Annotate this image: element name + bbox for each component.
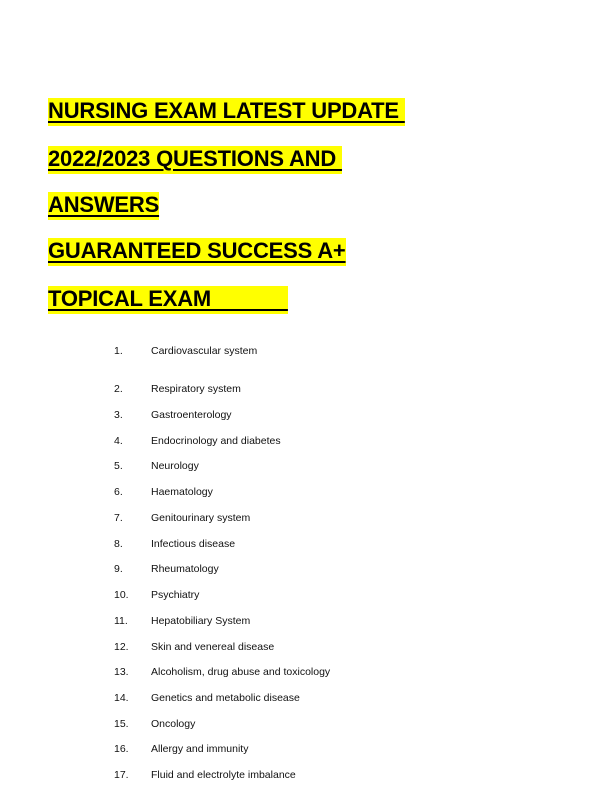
- list-item-label: Haematology: [151, 486, 213, 498]
- list-item-label: Infectious disease: [151, 538, 236, 550]
- list-item: [0, 456, 606, 476]
- list-item-number: 14.: [114, 692, 129, 704]
- list-item-number: 8.: [114, 538, 123, 550]
- title-line-1-text: NURSING EXAM LATEST UPDATE: [48, 98, 405, 126]
- list-item-number: 4.: [114, 435, 123, 447]
- list-item-number: 17.: [114, 769, 129, 781]
- list-item: [0, 688, 606, 708]
- list-item-label: Gastroenterology: [151, 409, 232, 421]
- list-item-label: Respiratory system: [151, 383, 241, 395]
- list-item-label: Alcoholism, drug abuse and toxicology: [151, 666, 331, 678]
- title-line-3-text: ANSWERS: [48, 192, 159, 220]
- list-item-number: 9.: [114, 563, 123, 575]
- list-item-label: Genitourinary system: [151, 512, 251, 524]
- list-item-label: Rheumatology: [151, 563, 219, 575]
- list-item: [0, 431, 606, 451]
- list-item-number: 3.: [114, 409, 123, 421]
- list-item: [0, 482, 606, 502]
- list-item: [0, 559, 606, 579]
- list-item-label: Psychiatry: [151, 589, 200, 601]
- list-item: [0, 585, 606, 605]
- title-line-4: [48, 236, 346, 266]
- list-item: [0, 739, 606, 759]
- list-item-number: 10.: [114, 589, 129, 601]
- list-item-label: Skin and venereal disease: [151, 641, 275, 653]
- list-item: [0, 534, 606, 554]
- title-line-5: [48, 284, 288, 314]
- list-item-label: Neurology: [151, 460, 199, 472]
- list-item: [0, 341, 606, 361]
- list-item-number: 12.: [114, 641, 129, 653]
- list-item: [0, 662, 606, 682]
- list-item-number: 15.: [114, 718, 129, 730]
- list-item-label: Allergy and immunity: [151, 743, 249, 755]
- title-line-5-text: TOPICAL EXAM: [48, 286, 288, 314]
- list-item: [0, 379, 606, 399]
- title-line-3: [48, 190, 159, 220]
- list-item: [0, 637, 606, 657]
- list-item: [0, 508, 606, 528]
- list-item-number: 1.: [114, 345, 123, 357]
- list-item: [0, 765, 606, 785]
- title-line-4-text: GUARANTEED SUCCESS A+: [48, 238, 346, 266]
- list-item-number: 13.: [114, 666, 129, 678]
- title-line-2-text: 2022/2023 QUESTIONS AND: [48, 146, 342, 174]
- list-item: [0, 405, 606, 425]
- title-line-1: [48, 96, 405, 126]
- list-item-label: Cardiovascular system: [151, 345, 258, 357]
- list-item-number: 7.: [114, 512, 123, 524]
- list-item-number: 5.: [114, 460, 123, 472]
- list-item: [0, 611, 606, 631]
- list-item-number: 2.: [114, 383, 123, 395]
- list-item-label: Fluid and electrolyte imbalance: [151, 769, 296, 781]
- list-item-number: 6.: [114, 486, 123, 498]
- title-line-2: [48, 144, 342, 174]
- list-item-label: Endocrinology and diabetes: [151, 435, 281, 447]
- list-item: [0, 714, 606, 734]
- list-item-number: 11.: [114, 615, 128, 627]
- list-item-label: Hepatobiliary System: [151, 615, 251, 627]
- list-item-number: 16.: [114, 743, 129, 755]
- list-item-label: Genetics and metabolic disease: [151, 692, 300, 704]
- list-item-label: Oncology: [151, 718, 196, 730]
